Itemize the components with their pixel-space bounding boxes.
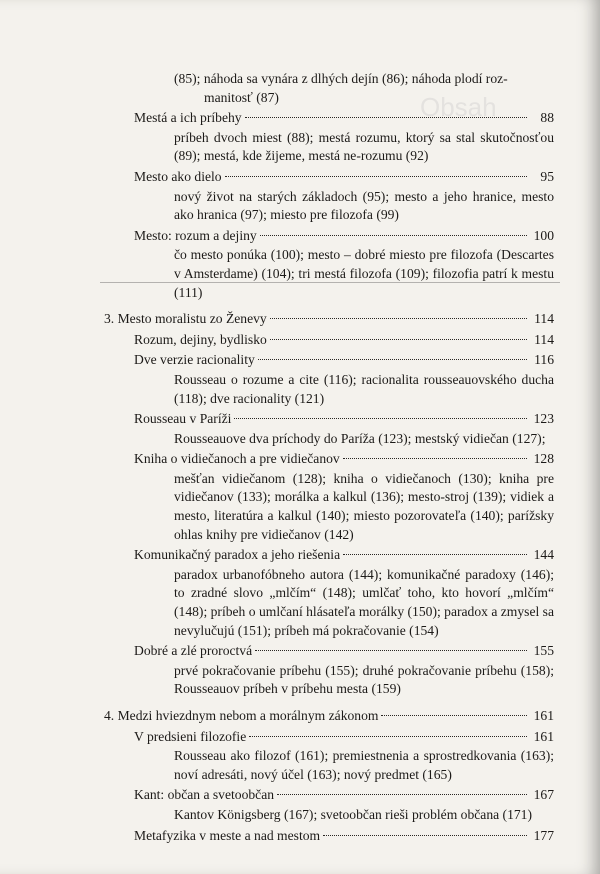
toc-chapter <box>104 310 554 329</box>
toc-section <box>104 168 554 187</box>
dot-leader <box>258 359 527 360</box>
toc-entries <box>104 109 554 845</box>
continuation-text <box>104 70 554 107</box>
toc-entry-subtopics: nový život na starých základoch (95); mesto a jeho hranice, mesto ako hranica (97); miesto pre filozofa (99) <box>174 188 554 223</box>
toc-entry-title: V predsieni filozofie <box>134 728 247 744</box>
toc-entry-subtopics: mešťan vidiečanom (128); kniha o vidiečanoch (130); kniha pre vidiečanov (133); morálka a kalkul (136); mesto-stroj (139); vidiek a mesto, literatúra a kalkul (140); miesto pozorovateľa (140); parížsky ohlas knihy pre vidiečanov (142) <box>174 470 554 542</box>
toc-page-number: 88 <box>540 110 554 126</box>
continuation-line: (85); náhoda sa vynára z dlhých dejín (86); náhoda plodí roz- <box>174 71 508 86</box>
toc-page-number: 128 <box>533 451 554 467</box>
toc-page-number: 100 <box>533 227 554 243</box>
toc-entry-title: Mesto: rozum a dejiny <box>134 227 257 243</box>
dot-leader <box>343 554 527 555</box>
toc-page-number: 144 <box>533 547 554 563</box>
dot-leader <box>255 650 527 651</box>
toc-entry-title: 3. Mesto moralistu zo Ženevy <box>104 311 267 327</box>
dot-leader <box>270 318 527 319</box>
dot-leader <box>234 418 527 419</box>
toc-section <box>104 331 554 350</box>
toc-page-number: 167 <box>533 787 554 803</box>
dot-leader <box>245 117 527 118</box>
toc-entry-title: Mestá a ich príbehy <box>134 110 242 126</box>
dot-leader <box>381 715 527 716</box>
toc-entry-subtopics: prvé pokračovanie príbehu (155); druhé pokračovanie príbehu (158); Rousseauov príbeh v príbehu mesta (159) <box>174 662 554 697</box>
toc-entry-subtopics: Rousseau o rozume a cite (116); racionalita rousseauovského ducha (118); dve racionality (121) <box>174 371 554 406</box>
dot-leader <box>323 835 527 836</box>
toc-entry-subtopics: príbeh dvoch miest (88); mestá rozumu, ktorý sa stal skutočnosťou (89); mestá, kde žijeme, mestá ne-rozumu (92) <box>174 129 554 164</box>
toc-page-number: 155 <box>533 643 554 659</box>
toc-entry-subtopics: paradox urbanofóbneho autora (144); komunikačné paradoxy (146); to zradné slovo „mlčím“ (148); umlčať toho, kto hovorí „mlčím“ (148); príbeh o umlčaní hlásateľa morálky (150); paradox a zmysel sa nevylučujú (151); príbeh má pokračovanie (154) <box>174 566 554 638</box>
bleed-through-text: Obsah <box>420 92 497 122</box>
dot-leader <box>270 339 527 340</box>
toc-section <box>104 450 554 469</box>
toc-entry-title: Komunikačný paradox a jeho riešenia <box>134 547 341 563</box>
toc-section <box>104 109 554 128</box>
toc-section <box>104 786 554 805</box>
dot-leader <box>277 794 527 795</box>
toc-entry-title: Mesto ako dielo <box>134 168 222 184</box>
toc-entry-title: Dobré a zlé proroctvá <box>134 643 253 659</box>
dot-leader <box>249 736 527 737</box>
toc-chapter <box>104 707 554 726</box>
toc-page-number: 95 <box>540 168 554 184</box>
continuation-line: manitosť (87) <box>204 89 279 105</box>
table-of-contents <box>104 70 554 845</box>
toc-entry-title: Metafyzika v meste a nad mestom <box>134 827 321 843</box>
dot-leader <box>343 458 527 459</box>
toc-section <box>104 827 554 846</box>
toc-section <box>104 351 554 370</box>
toc-section <box>104 410 554 429</box>
toc-entry-subtopics: Kantov Königsberg (167); svetoobčan rieši problém občana (171) <box>174 806 533 822</box>
toc-entry-title: Dve verzie racionality <box>134 352 255 368</box>
toc-page-number: 161 <box>533 728 554 744</box>
toc-entry-subtopics: Rousseauove dva príchody do Paríža (123); mestský vidiečan (127); <box>174 430 546 446</box>
dot-leader <box>225 176 527 177</box>
dot-leader <box>260 235 527 236</box>
toc-entry-title: Kant: občan a svetoobčan <box>134 787 275 803</box>
toc-entry-subtopics: čo mesto ponúka (100); mesto – dobré miesto pre filozofa (Descartes v Amsterdame) (104); tri mestá filozofa (109); filozofia patrí k mestu (111) <box>174 247 554 300</box>
toc-section <box>104 546 554 565</box>
toc-page-number: 177 <box>533 827 554 843</box>
toc-page-number: 114 <box>534 331 554 347</box>
toc-page-number: 123 <box>533 411 554 427</box>
toc-entry-title: Rousseau v Paríži <box>134 411 232 427</box>
toc-entry-title: Rozum, dejiny, bydlisko <box>134 331 267 347</box>
toc-page-number: 161 <box>533 708 554 723</box>
toc-section <box>104 227 554 246</box>
toc-entry-subtopics: Rousseau ako filozof (161); premiestnenia a sprostredkovania (163); noví adresáti, nový účel (163); nový predmet (165) <box>174 748 554 782</box>
toc-entry-title: 4. Medzi hviezdnym nebom a morálnym zákonom <box>104 708 379 723</box>
toc-section <box>104 642 554 661</box>
toc-entry-title: Kniha o vidiečanoch a pre vidiečanov <box>134 451 340 467</box>
toc-page-number: 116 <box>534 352 554 368</box>
toc-section <box>104 728 554 747</box>
toc-page-number: 114 <box>534 311 554 327</box>
